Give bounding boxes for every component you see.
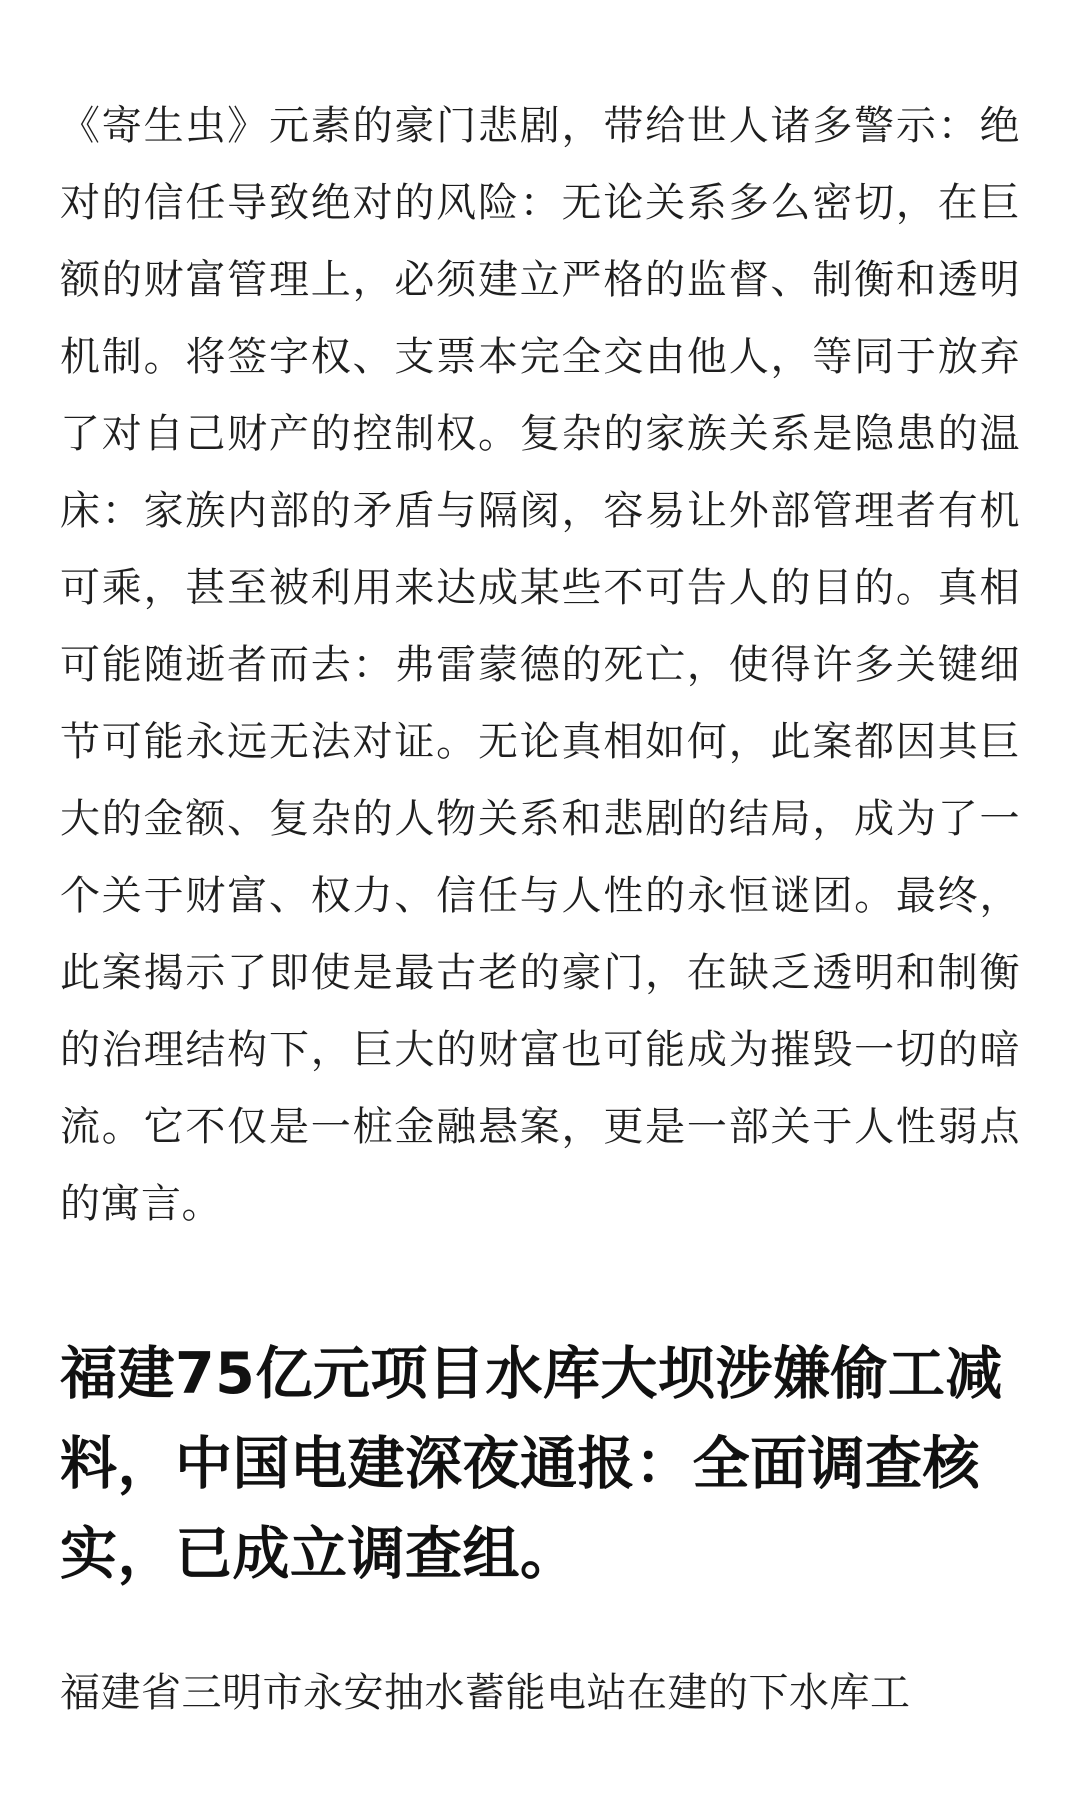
news-lead-paragraph: 福建省三明市永安抽水蓄能电站在建的下水库工 (60, 1670, 911, 1716)
news-headline[interactable]: 福建75亿元项目水库大坝涉嫌偷工减料，中国电建深夜通报：全面调查核实，已成立调查组。 (60, 1341, 1003, 1587)
article-body-paragraph: 《寄生虫》元素的豪门悲剧，带给世人诸多警示：绝对的信任导致绝对的风险：无论关系多么密切，在巨额的财富管理上，必须建立严格的监督、制衡和透明机制。将签字权、支票本完全交由他人，等同于放弃了对自己财产的控制权。复杂的家族关系是隐患的温床：家族内部的矛盾与隔阂，容易让外部管理者有机可乘，甚至被利用来达成某些不可告人的目的。真相可能随逝者而去：弗雷蒙德的死亡，使得许多关键细节可能永远无法对证。无论真相如何，此案都因其巨大的金额、复杂的人物关系和悲剧的结局，成为了一个关于财富、权力、信任与人性的永恒谜团。最终，此案揭示了即使是最古老的豪门，在缺乏透明和制衡的治理结构下，巨大的财富也可能成为摧毁一切的暗流。它不仅是一桩金融悬案，更是一部关于人性弱点的寓言。 (60, 103, 1020, 1227)
